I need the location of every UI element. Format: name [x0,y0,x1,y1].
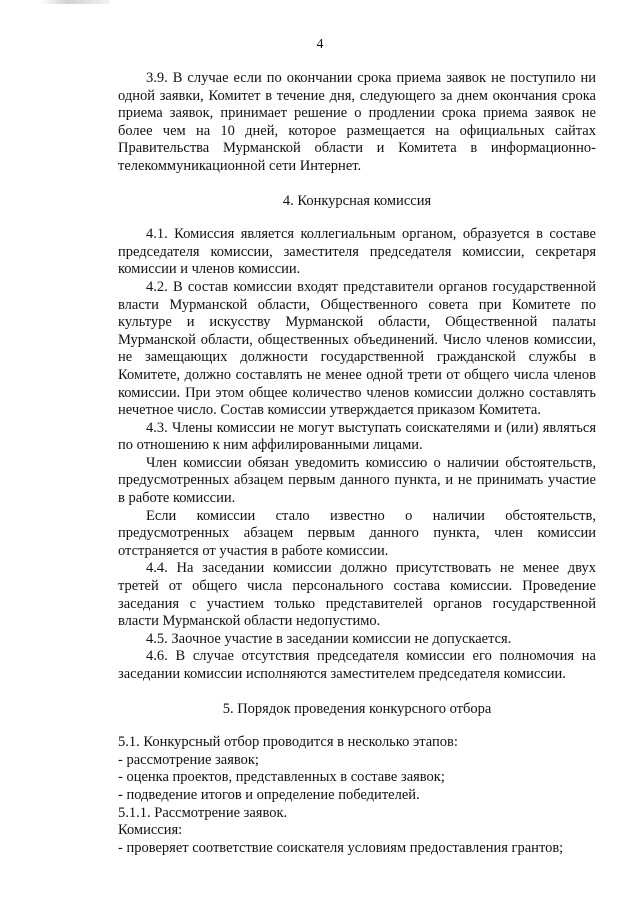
document-body [118,70,596,857]
paragraph-4-3-notify: Член комиссии обязан уведомить комиссию о наличии обстоятельств, предусмотренных абзацем первым данного пункта, и не принимать участие в работе комиссии. [118,454,596,507]
list-item-review: - рассмотрение заявок; [118,751,259,768]
paragraph-5-1-1: 5.1.1. Рассмотрение заявок. [118,804,288,821]
paragraph-4-1: 4.1. Комиссия является коллегиальным органом, образуется в составе председателя комиссии, заместителя председателя комиссии, секретаря комиссии и членов комиссии. [118,226,596,278]
page-number: 4 [316,37,324,52]
paragraph-4-3: 4.3. Члены комиссии не могут выступать соискателями и (или) являться по отношению к ним аффилированными лицами. [118,419,596,454]
paragraph-4-6: 4.6. В случае отсутствия председателя комиссии его полномочия на заседании комиссии исполняются заместителем председателя комиссии. [118,648,596,682]
paragraph-4-5: 4.5. Заочное участие в заседании комиссии не допускается. [146,630,512,647]
section-4-heading: 4. Конкурсная комиссия [282,192,432,209]
list-item-checks: - проверяет соответствие соискателя условиям предоставления грантов; [118,839,564,856]
section-5-heading: 5. Порядок проведения конкурсного отбора [222,700,492,717]
list-item-results: - подведение итогов и определение победителей. [118,786,420,803]
paragraph-5-1: 5.1. Конкурсный отбор проводится в несколько этапов: [118,734,458,751]
commission-label: Комиссия: [118,822,183,839]
list-item-evaluation: - оценка проектов, представленных в составе заявок; [118,769,445,786]
paragraph-3-9: 3.9. В случае если по окончании срока приема заявок не поступило ни одной заявки, Комитет в течение дня, следующего за днем окончания срока приема заявок, принимает решение о продлении срока приема заявок не более чем на 10 дней, которое размещается на официальных сайтах Правительства Мурманской области и Комитета в информационно-телекоммуникационной сети Интернет. [118,70,596,174]
paragraph-4-3-removal: Если комиссии стало известно о наличии обстоятельств, предусмотренных абзацем первым данного пункта, член комиссии отстраняется от участия в работе комиссии. [118,507,596,559]
paragraph-4-4: 4.4. На заседании комиссии должно присутствовать не менее двух третей от общего числа персонального состава комиссии. Проведение заседания с участием только представителей органов государственной власти Мурманской области недопустимо. [118,560,596,630]
paragraph-4-2: 4.2. В состав комиссии входят представители органов государственной власти Мурманской области, Общественного совета при Комитете по культуре и искусству Мурманской области, Общественной палаты Мурманской области, общественных объединений. Число членов комиссии, не замещающих должности государственной гражданской службы в Комитете, должно составлять не менее одной трети от общего числа членов комиссии. При этом общее количество членов комиссии должно составлять нечетное число. Состав комиссии утверждается приказом Комитета. [118,278,596,419]
scan-artifact [40,0,110,4]
